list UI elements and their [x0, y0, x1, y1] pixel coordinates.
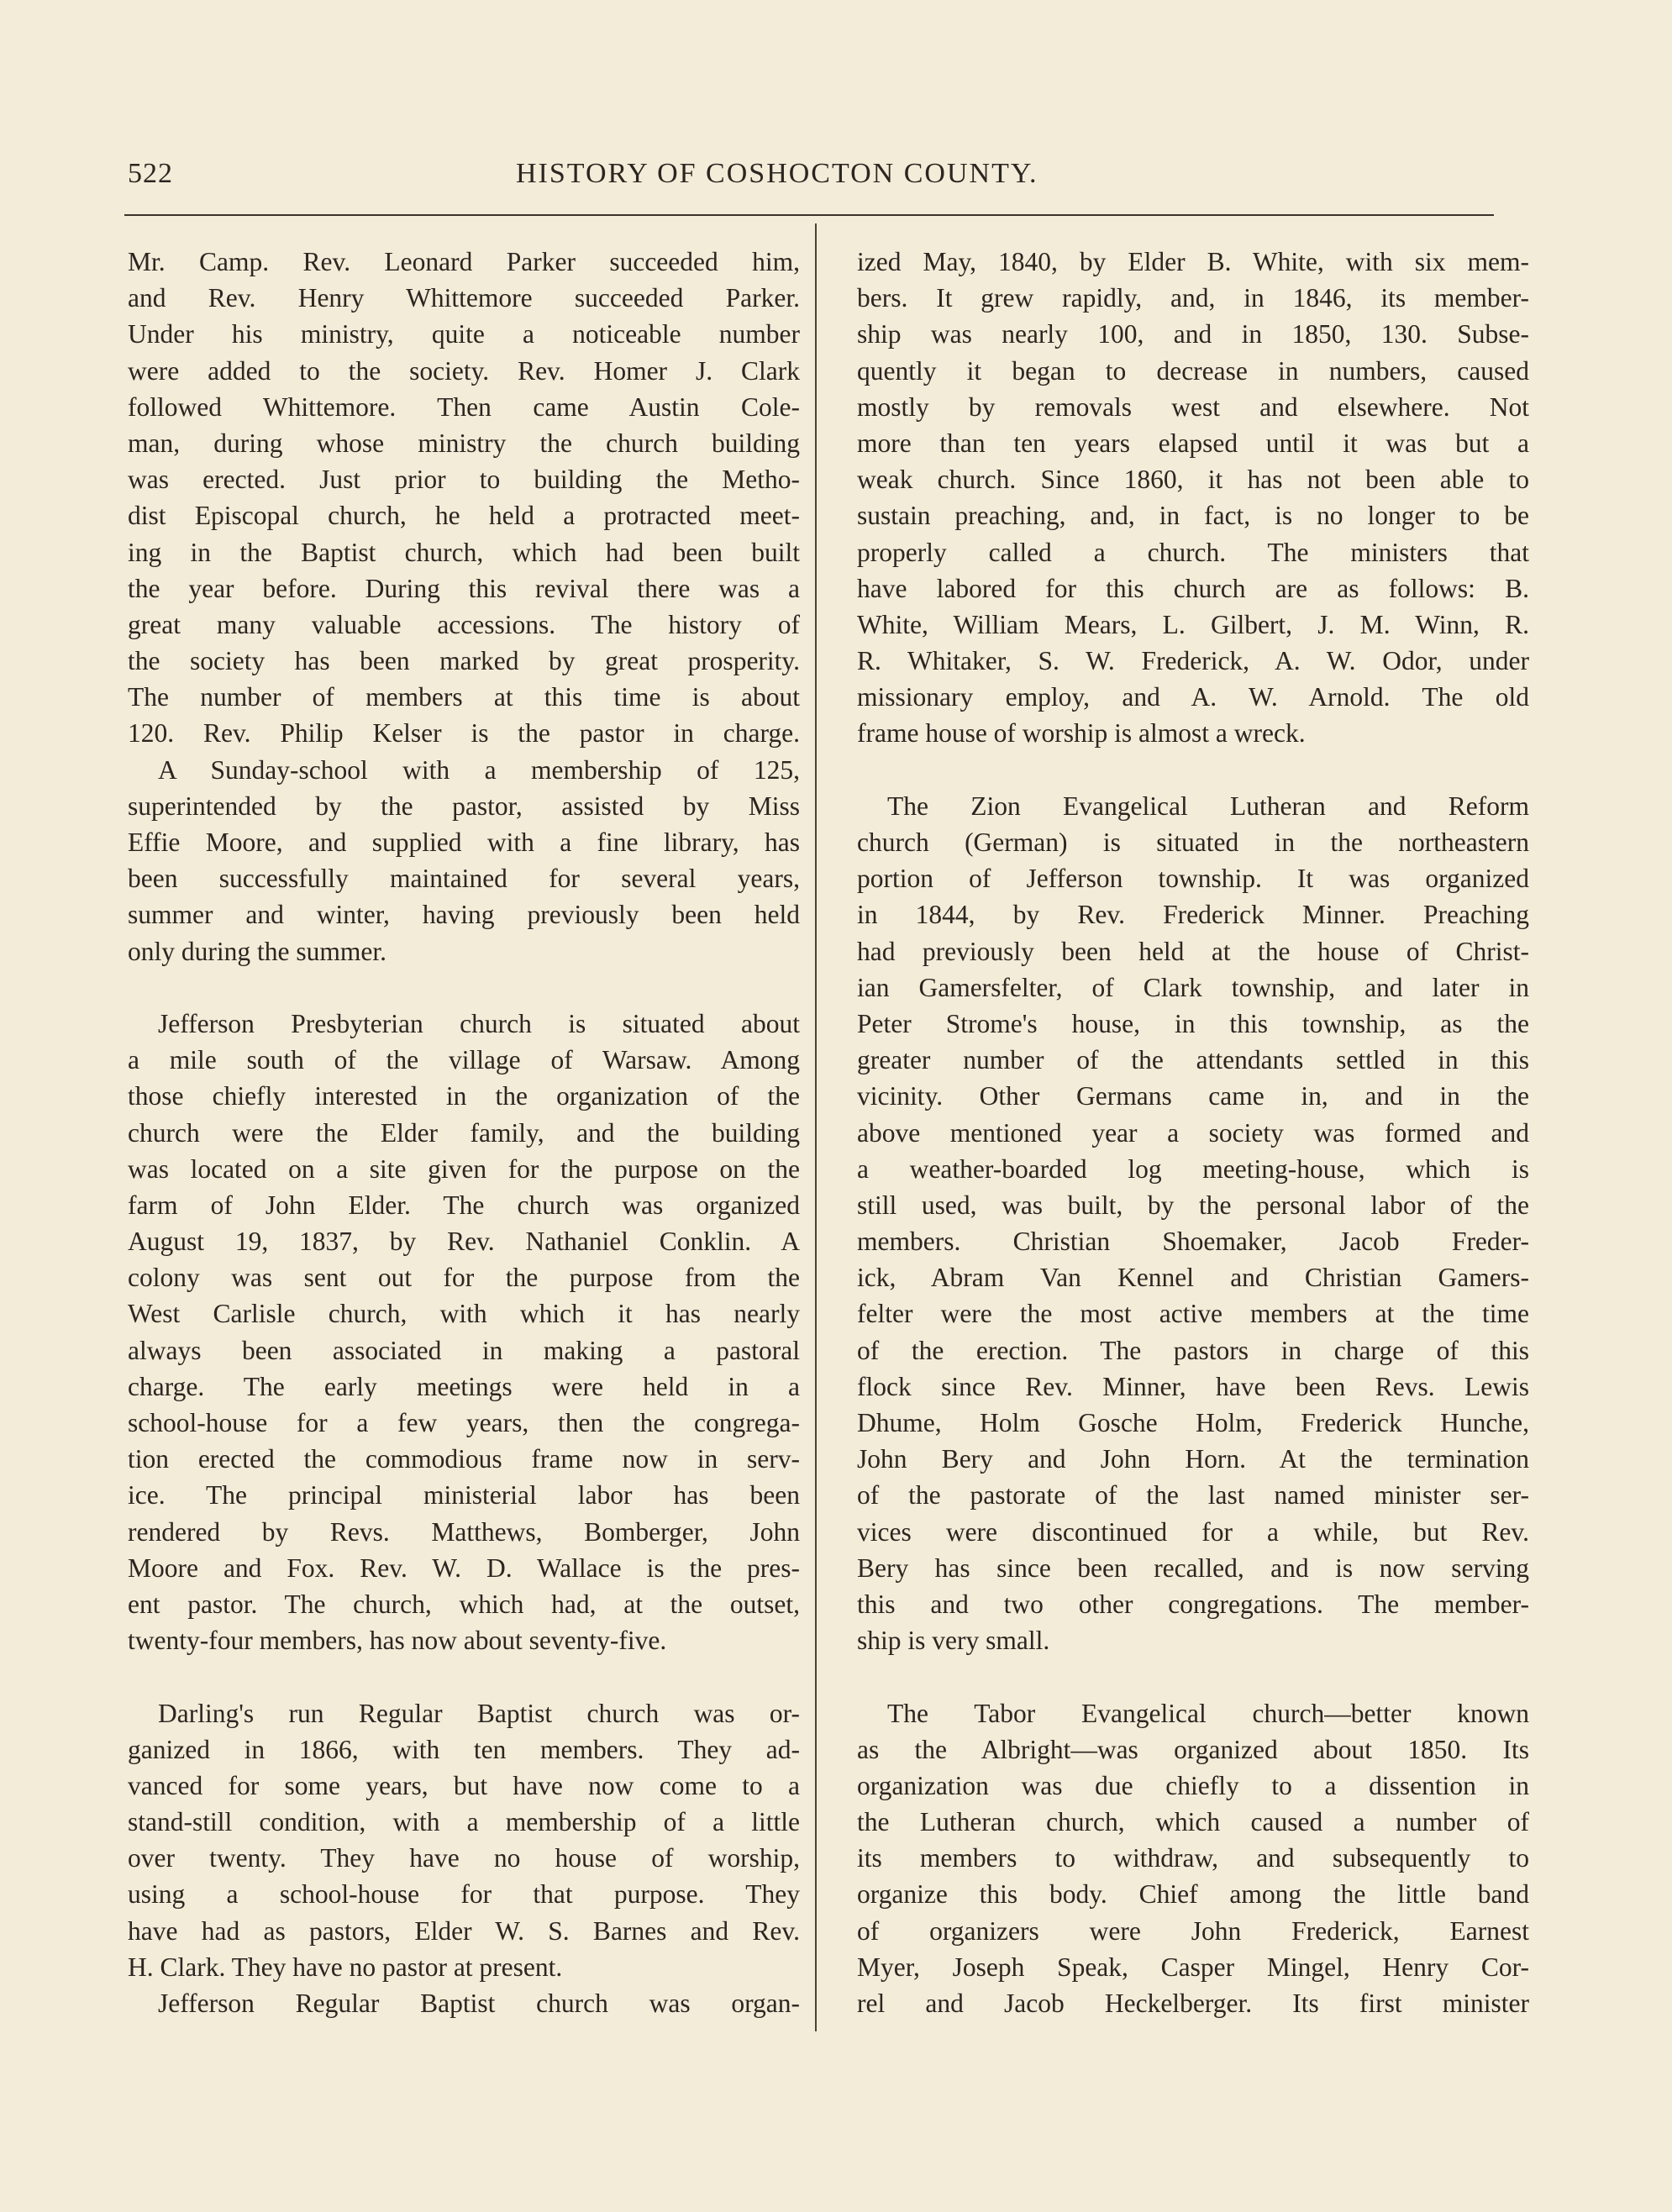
text-line: bers. It grew rapidly, and, in 1846, its member- — [857, 283, 1529, 313]
text-line: Dhume, Holm Gosche Holm, Frederick Hunche, — [857, 1408, 1529, 1437]
text-line: dist Episcopal church, he held a protracted meet- — [128, 501, 800, 531]
text-line: ian Gamersfelter, of Clark township, and later in — [857, 972, 1529, 1002]
text-line: H. Clark. They have no pastor at present. — [128, 1952, 563, 1982]
text-line: organize this body. Chief among the little band — [857, 1879, 1529, 1910]
text-line: using a school-house for that purpose. They — [128, 1879, 800, 1910]
text-line: the Lutheran church, which caused a number of — [857, 1807, 1529, 1837]
text-line: The Tabor Evangelical church—better known — [887, 1698, 1529, 1728]
text-line: White, William Mears, L. Gilbert, J. M. Winn, R. — [857, 609, 1529, 639]
text-line: Myer, Joseph Speak, Casper Mingel, Henry Cor- — [857, 1952, 1529, 1982]
text-line: over twenty. They have no house of worship, — [128, 1843, 800, 1873]
text-line: a mile south of the village of Warsaw. Among — [128, 1045, 800, 1075]
text-line: The Zion Evangelical Lutheran and Reform — [887, 791, 1529, 821]
text-line: Jefferson Regular Baptist church was organ- — [158, 1989, 800, 2018]
text-line: members. Christian Shoemaker, Jacob Freder- — [857, 1227, 1529, 1257]
text-line: ship was nearly 100, and in 1850, 130. Subse- — [857, 319, 1529, 349]
text-line: great many valuable accessions. The history of — [128, 609, 800, 639]
text-line: was erected. Just prior to building the Metho- — [128, 465, 800, 495]
text-line: stand-still condition, with a membership of a little — [128, 1807, 800, 1837]
text-line: Mr. Camp. Rev. Leonard Parker succeeded him, — [128, 247, 800, 276]
page-number: 522 — [128, 158, 173, 189]
text-line: colony was sent out for the purpose from the — [128, 1263, 800, 1293]
text-line: Effie Moore, and supplied with a fine library, has — [128, 828, 800, 857]
text-line: rendered by Revs. Matthews, Bomberger, John — [128, 1516, 800, 1547]
text-line: ship is very small. — [857, 1626, 1050, 1656]
text-line: felter were the most active members at the time — [857, 1299, 1529, 1329]
text-line: as the Albright—was organized about 1850. Its — [857, 1734, 1529, 1764]
page-header — [128, 158, 1506, 200]
text-line: A Sunday-school with a membership of 125, — [158, 754, 800, 785]
text-line: greater number of the attendants settled in this — [857, 1045, 1529, 1075]
text-line: vicinity. Other Germans came in, and in the — [857, 1081, 1529, 1111]
text-line: a weather-boarded log meeting-house, which is — [857, 1153, 1529, 1184]
text-line: John Bery and John Horn. At the termination — [857, 1444, 1529, 1474]
text-line: farm of John Elder. The church was organized — [128, 1190, 800, 1220]
text-line: followed Whittemore. Then came Austin Cole- — [128, 391, 800, 422]
text-line: Moore and Fox. Rev. W. D. Wallace is the pres- — [128, 1553, 800, 1583]
text-line: the society has been marked by great prosperity. — [128, 646, 800, 676]
text-line: still used, was built, by the personal labor of the — [857, 1190, 1529, 1220]
text-line: sustain preaching, and, in fact, is no longer to be — [857, 501, 1529, 531]
text-line: were added to the society. Rev. Homer J. Clark — [128, 355, 800, 386]
text-line: ganized in 1866, with ten members. They ad- — [128, 1734, 800, 1764]
text-line: frame house of worship is almost a wreck. — [857, 718, 1306, 749]
text-line: ick, Abram Van Kennel and Christian Gamers- — [857, 1263, 1529, 1293]
text-line: flock since Rev. Minner, have been Revs. Lewis — [857, 1371, 1529, 1401]
text-line: the year before. During this revival there was a — [128, 573, 800, 603]
text-line: ized May, 1840, by Elder B. White, with six mem- — [857, 247, 1529, 276]
text-line: its members to withdraw, and subsequently to — [857, 1843, 1529, 1873]
text-line: ice. The principal ministerial labor has been — [128, 1480, 800, 1511]
header-rule — [124, 214, 1494, 216]
paragraph-gap — [128, 1658, 800, 1694]
text-line: Darling's run Regular Baptist church was or- — [158, 1698, 800, 1728]
text-line: vices were discontinued for a while, but Rev. — [857, 1516, 1529, 1547]
text-line: and Rev. Henry Whittemore succeeded Parker. — [128, 283, 800, 313]
text-line: church were the Elder family, and the building — [128, 1117, 800, 1148]
text-line: always been associated in making a pastoral — [128, 1335, 800, 1365]
left-column — [128, 244, 800, 2021]
text-line: twenty-four members, has now about seventy-five. — [128, 1626, 667, 1656]
text-line: more than ten years elapsed until it was but a — [857, 428, 1529, 458]
text-line: 120. Rev. Philip Kelser is the pastor in charge. — [128, 718, 800, 749]
text-line: Jefferson Presbyterian church is situated about — [158, 1008, 800, 1038]
paragraph-gap — [128, 969, 800, 1006]
text-line: man, during whose ministry the church building — [128, 428, 800, 458]
text-line: only during the summer. — [128, 936, 386, 966]
text-line: of the erection. The pastors in charge of this — [857, 1335, 1529, 1365]
running-title: HISTORY OF COSHOCTON COUNTY. — [516, 158, 1038, 189]
text-line: charge. The early meetings were held in a — [128, 1371, 800, 1401]
text-line: had previously been held at the house of Christ- — [857, 936, 1529, 966]
text-line: West Carlisle church, with which it has nearly — [128, 1299, 800, 1329]
text-line: have had as pastors, Elder W. S. Barnes and Rev. — [128, 1915, 800, 1946]
text-line: weak church. Since 1860, it has not been able to — [857, 465, 1529, 495]
text-line: superintended by the pastor, assisted by Miss — [128, 791, 800, 821]
text-line: was located on a site given for the purpose on the — [128, 1153, 800, 1184]
text-line: Bery has since been recalled, and is now serving — [857, 1553, 1529, 1583]
text-line: have labored for this church are as follows: B. — [857, 573, 1529, 603]
text-line: Under his ministry, quite a noticeable number — [128, 319, 800, 349]
text-line: in 1844, by Rev. Frederick Minner. Preaching — [857, 900, 1529, 930]
text-line: rel and Jacob Heckelberger. Its first minister — [857, 1989, 1529, 2018]
text-line: portion of Jefferson township. It was organized — [857, 864, 1529, 894]
text-line: school-house for a few years, then the congrega- — [128, 1408, 800, 1437]
text-line: organization was due chiefly to a dissention in — [857, 1770, 1529, 1800]
text-line: of the pastorate of the last named minister ser- — [857, 1480, 1529, 1511]
text-line: church (German) is situated in the northeastern — [857, 828, 1529, 857]
column-divider — [815, 223, 817, 2031]
text-line: been successfully maintained for several years, — [128, 864, 800, 894]
text-line: above mentioned year a society was formed and — [857, 1117, 1529, 1148]
text-line: quently it began to decrease in numbers, caused — [857, 355, 1529, 386]
text-line: mostly by removals west and elsewhere. Not — [857, 391, 1529, 422]
paragraph-gap — [857, 752, 1529, 788]
text-line: those chiefly interested in the organization of the — [128, 1081, 800, 1111]
text-line: August 19, 1837, by Rev. Nathaniel Conklin. A — [128, 1227, 800, 1257]
paragraph-gap — [857, 1658, 1529, 1694]
text-line: R. Whitaker, S. W. Frederick, A. W. Odor, under — [857, 646, 1529, 676]
right-column — [857, 244, 1529, 2021]
text-line: summer and winter, having previously been held — [128, 900, 800, 930]
text-line: vanced for some years, but have now come to a — [128, 1770, 800, 1800]
text-line: of organizers were John Frederick, Earnest — [857, 1915, 1529, 1946]
text-line: missionary employ, and A. W. Arnold. The old — [857, 682, 1529, 712]
text-line: The number of members at this time is about — [128, 682, 800, 712]
text-line: Peter Strome's house, in this township, as the — [857, 1008, 1529, 1038]
text-line: ent pastor. The church, which had, at the outset, — [128, 1589, 800, 1619]
text-line: ing in the Baptist church, which had been built — [128, 537, 800, 567]
text-line: tion erected the commodious frame now in serv- — [128, 1444, 800, 1474]
text-line: properly called a church. The ministers that — [857, 537, 1529, 567]
text-line: this and two other congregations. The member- — [857, 1589, 1529, 1619]
